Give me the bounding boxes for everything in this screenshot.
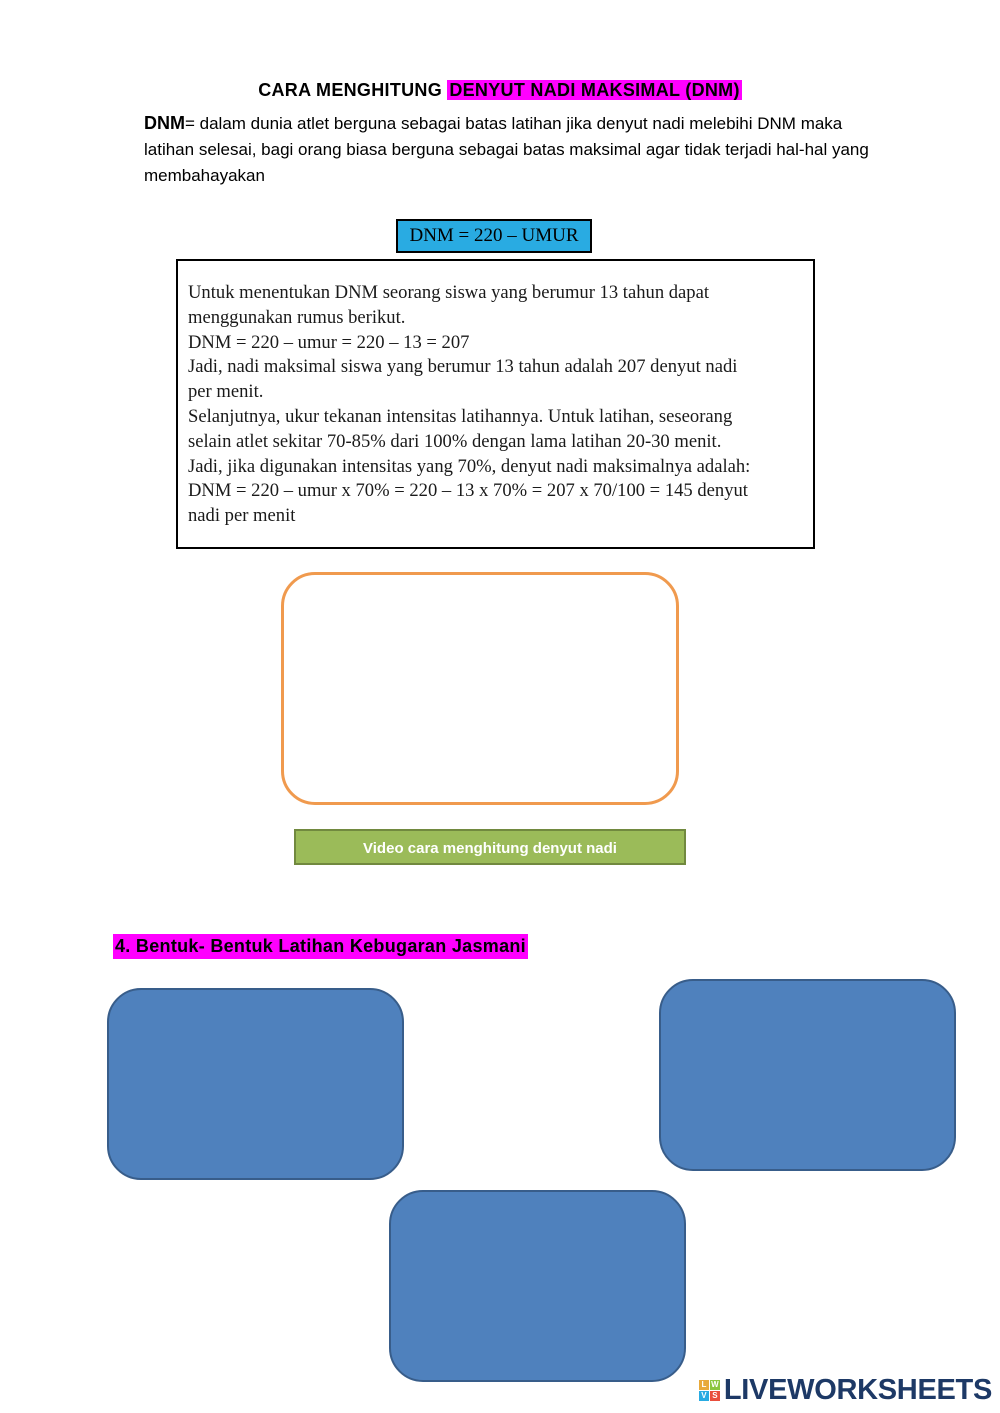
logo-text: LIVEWORKSHEETS	[723, 1374, 992, 1406]
answer-box-1[interactable]	[107, 988, 404, 1180]
title-plain: CARA MENGHITUNG	[258, 80, 448, 100]
intro-term: DNM	[144, 113, 185, 133]
explanation-line: selain atlet sekitar 70-85% dari 100% dengan lama latihan 20-30 menit.	[188, 430, 722, 452]
video-embed-frame[interactable]	[281, 572, 679, 805]
formula-box: DNM = 220 – UMUR	[396, 219, 592, 253]
intro-line-2: latihan selesai, bagi orang biasa berguna sebagai batas maksimal agar tidak terjadi hal-hal yang	[144, 140, 869, 159]
answer-box-3[interactable]	[389, 1190, 686, 1382]
answer-box-2[interactable]	[659, 979, 956, 1171]
explanation-line: Untuk menentukan DNM seorang siswa yang berumur 13 tahun dapat	[188, 282, 710, 303]
explanation-line: Selanjutnya, ukur tekanan intensitas latihannya. Untuk latihan, seseorang	[188, 405, 733, 427]
liveworksheets-logo	[699, 1374, 992, 1407]
explanation-line: Jadi, jika digunakan intensitas yang 70%, denyut nadi maksimalnya adalah:	[188, 455, 751, 477]
explanation-line: menggunakan rumus berikut.	[188, 306, 406, 328]
explanation-line: Jadi, nadi maksimal siswa yang berumur 13 tahun adalah 207 denyut nadi	[188, 356, 738, 378]
page-title	[0, 80, 1000, 101]
explanation-line: DNM = 220 – umur x 70% = 220 – 13 x 70% = 207 x 70/100 = 145 denyut	[188, 480, 748, 502]
explanation-line: per menit.	[188, 381, 264, 403]
video-button[interactable]: Video cara menghitung denyut nadi	[294, 829, 686, 865]
intro-line-1: = dalam dunia atlet berguna sebagai batas latihan jika denyut nadi melebihi DNM maka	[185, 114, 843, 133]
section-heading: 4. Bentuk- Bentuk Latihan Kebugaran Jasmani	[113, 934, 528, 959]
explanation-box	[176, 259, 815, 549]
explanation-line: nadi per menit	[188, 505, 296, 527]
logo-mark-icon: L W V S	[699, 1380, 720, 1401]
intro-paragraph	[144, 110, 944, 189]
explanation-line: DNM = 220 – umur = 220 – 13 = 207	[188, 331, 470, 353]
title-highlight: DENYUT NADI MAKSIMAL (DNM)	[449, 80, 740, 100]
intro-line-3: membahayakan	[144, 166, 265, 185]
